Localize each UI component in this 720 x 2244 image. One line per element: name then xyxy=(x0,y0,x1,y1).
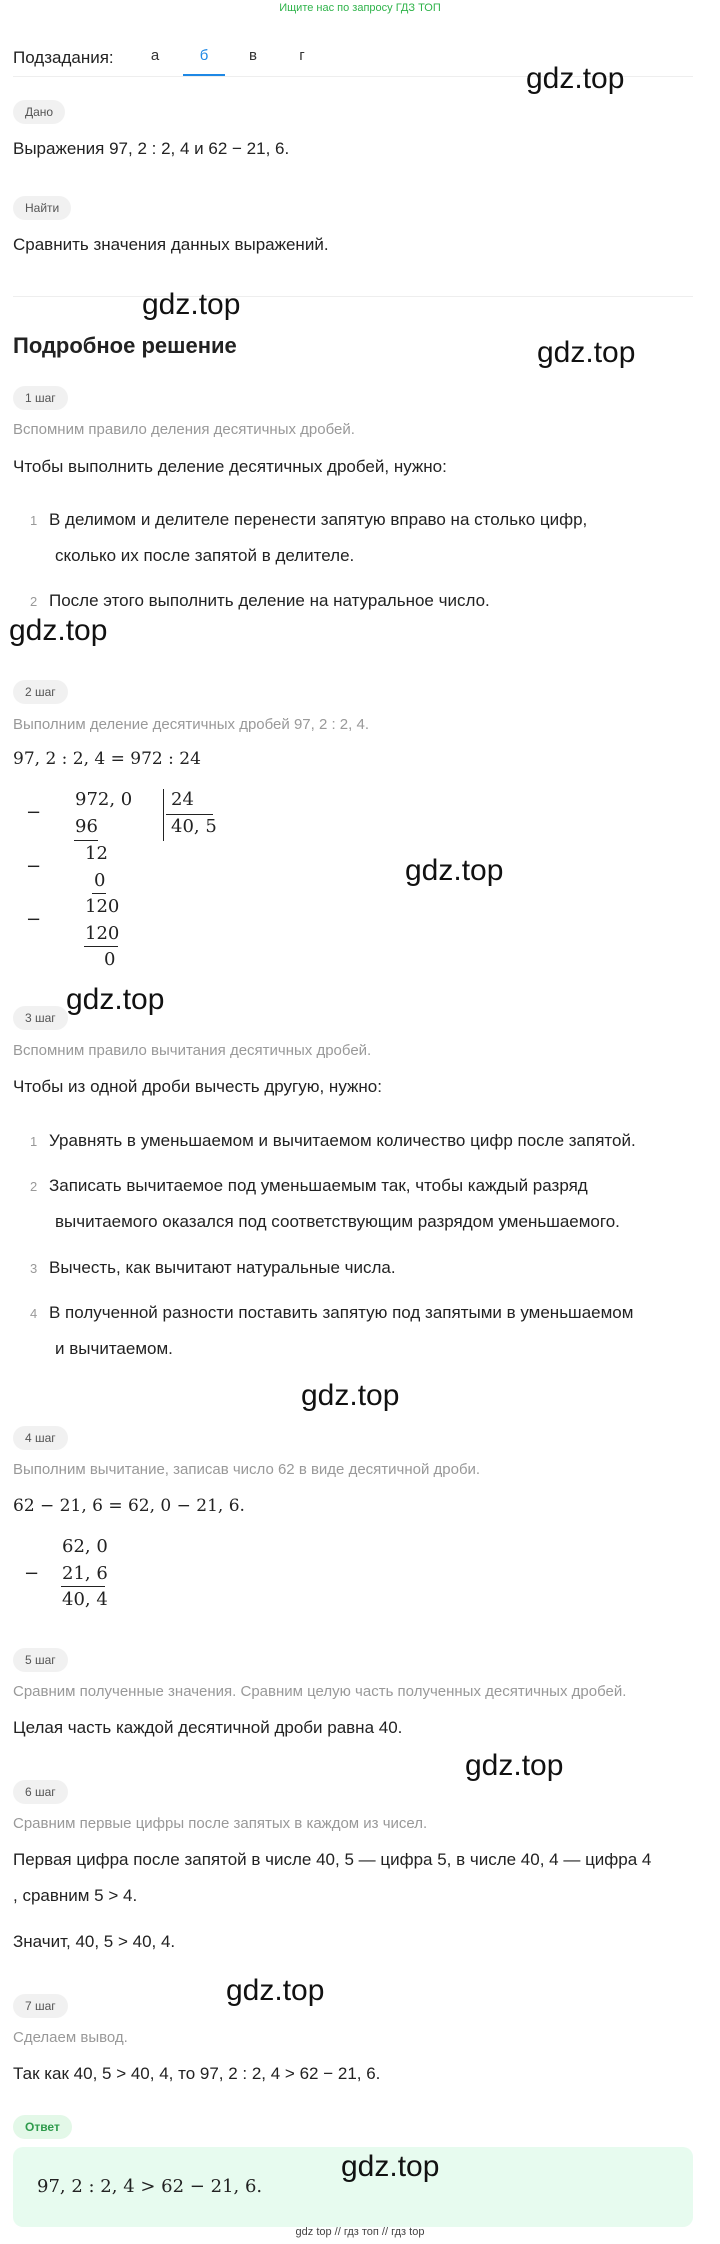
division-row: 96 xyxy=(75,816,98,837)
watermark: gdz.top xyxy=(9,614,108,647)
list-item: Уравнять в уменьшаемом и вычитаемом количество цифр после запятой. xyxy=(49,1131,636,1150)
list-item: Вычесть, как вычитают натуральные числа. xyxy=(49,1258,396,1277)
step-7-text: Так как 40, 5 > 40, 4, то 97, 2 : 2, 4 > 62 − 21, 6. xyxy=(13,2064,381,2083)
division-underline xyxy=(84,946,118,947)
minuend: 62, 0 xyxy=(62,1536,108,1557)
list-item: Записать вычитаемое под уменьшаемым так, чтобы каждый разряд xyxy=(49,1176,588,1195)
minus-sign: − xyxy=(26,909,42,930)
step-1-intro: Вспомним правило деления десятичных дробей. xyxy=(13,421,355,438)
list-number: 4 xyxy=(30,1306,38,1321)
given-pill: Дано xyxy=(13,100,65,124)
step-1-pill: 1 шаг xyxy=(13,386,68,410)
watermark: gdz.top xyxy=(301,1379,400,1412)
tab-v[interactable]: в xyxy=(249,47,257,64)
step-2-intro: Выполним деление десятичных дробей 97, 2 : 2, 4. xyxy=(13,716,369,733)
dividend: 972, 0 xyxy=(75,789,133,810)
given-text: Выражения 97, 2 : 2, 4 и 62 − 21, 6. xyxy=(13,139,290,158)
divisor-line xyxy=(166,814,213,815)
division-row: 120 xyxy=(85,896,120,917)
list-number: 1 xyxy=(30,513,38,528)
list-item: В полученной разности поставить запятую под запятыми в уменьшаемом xyxy=(49,1303,634,1322)
watermark: gdz.top xyxy=(66,983,165,1016)
search-banner: Ищите нас по запросу ГДЗ ТОП xyxy=(279,2,441,14)
section-divider xyxy=(13,296,693,297)
tab-a[interactable]: а xyxy=(150,47,160,64)
subtasks-label: Подзадания: xyxy=(13,48,114,67)
watermark: gdz.top xyxy=(405,854,504,887)
minus-sign: − xyxy=(24,1563,40,1584)
step-3-lead: Чтобы из одной дроби вычесть другую, нужно: xyxy=(13,1077,382,1096)
division-bracket xyxy=(163,789,164,841)
step-3-intro: Вспомним правило вычитания десятичных дробей. xyxy=(13,1042,372,1059)
answer-text: 97, 2 : 2, 4 > 62 − 21, 6. xyxy=(37,2176,263,2197)
minus-sign: − xyxy=(26,802,42,823)
watermark: gdz.top xyxy=(341,2150,440,2183)
division-underline xyxy=(92,893,106,894)
step-6-intro: Сравним первые цифры после запятых в каждом из чисел. xyxy=(13,1815,428,1832)
list-number: 2 xyxy=(30,594,38,609)
step-5-intro: Сравним полученные значения. Сравним целую часть полученных десятичных дробей. xyxy=(13,1683,627,1700)
solution-title: Подробное решение xyxy=(13,333,237,358)
list-item-continuation: и вычитаемом. xyxy=(55,1339,173,1358)
division-underline xyxy=(74,840,98,841)
list-item: В делимом и делителе перенести запятую вправо на столько цифр, xyxy=(49,510,588,529)
step-7-intro: Сделаем вывод. xyxy=(13,2029,128,2046)
step-4-pill: 4 шаг xyxy=(13,1426,68,1450)
subtraction-line xyxy=(61,1586,105,1587)
list-item: После этого выполнить деление на натуральное число. xyxy=(49,591,490,610)
watermark: gdz.top xyxy=(226,1974,325,2007)
step-5-pill: 5 шаг xyxy=(13,1648,68,1672)
list-item-continuation: вычитаемого оказался под соответствующим разрядом уменьшаемого. xyxy=(55,1212,620,1231)
division-row: 120 xyxy=(85,923,120,944)
step-4-intro: Выполним вычитание, записав число 62 в виде десятичной дроби. xyxy=(13,1461,481,1478)
step-6-text-line: Первая цифра после запятой в числе 40, 5 — цифра 5, в числе 40, 4 — цифра 4 xyxy=(13,1850,652,1869)
step-1-lead: Чтобы выполнить деление десятичных дробей, нужно: xyxy=(13,457,447,476)
step-6-pill: 6 шаг xyxy=(13,1780,68,1804)
subtraction-result: 40, 4 xyxy=(62,1589,108,1610)
watermark: gdz.top xyxy=(537,336,636,369)
step-7-pill: 7 шаг xyxy=(13,1994,68,2018)
watermark: gdz.top xyxy=(465,1749,564,1782)
answer-pill: Ответ xyxy=(13,2115,72,2139)
division-row: 0 xyxy=(104,949,116,970)
list-number: 2 xyxy=(30,1179,38,1194)
subtrahend: 21, 6 xyxy=(62,1563,108,1584)
list-number: 1 xyxy=(30,1134,38,1149)
watermark: gdz.top xyxy=(526,62,625,95)
footer-links[interactable]: gdz top // гдз топ // гдз top xyxy=(295,2226,425,2238)
step-3-pill: 3 шаг xyxy=(13,1006,68,1030)
minus-sign: − xyxy=(26,856,42,877)
division-row: 12 xyxy=(85,843,108,864)
division-row: 0 xyxy=(94,870,106,891)
list-item-continuation: сколько их после запятой в делителе. xyxy=(55,546,355,565)
tab-b[interactable]: б xyxy=(183,44,225,76)
step-2-pill: 2 шаг xyxy=(13,680,68,704)
tab-g[interactable]: г xyxy=(299,47,305,64)
quotient: 40, 5 xyxy=(171,816,217,837)
step-5-text: Целая часть каждой десятичной дроби равна 40. xyxy=(13,1718,403,1737)
step-4-equation: 62 − 21, 6 = 62, 0 − 21, 6. xyxy=(13,1496,245,1516)
find-pill: Найти xyxy=(13,196,71,220)
list-number: 3 xyxy=(30,1261,38,1276)
watermark: gdz.top xyxy=(142,288,241,321)
step-2-equation: 97, 2 : 2, 4 = 972 : 24 xyxy=(13,749,201,769)
step-6-text-line: , сравним 5 > 4. xyxy=(13,1886,138,1905)
step-6-conclusion: Значит, 40, 5 > 40, 4. xyxy=(13,1932,176,1951)
divisor: 24 xyxy=(171,789,194,810)
find-text: Сравнить значения данных выражений. xyxy=(13,235,329,254)
